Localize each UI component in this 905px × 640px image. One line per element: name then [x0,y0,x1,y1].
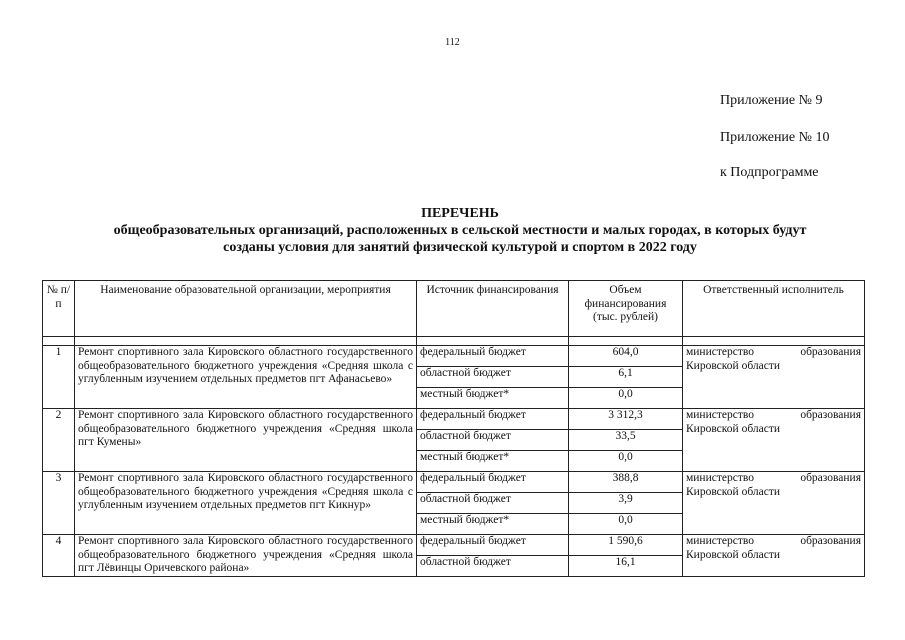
responsible-executor: министерство образования Кировской области [683,535,865,577]
funding-amount: 16,1 [569,556,683,577]
funding-amount: 33,5 [569,430,683,451]
funding-source: федеральный бюджет [417,535,569,556]
funding-source: областной бюджет [417,556,569,577]
funding-amount: 0,0 [569,451,683,472]
document-title [50,205,870,256]
funding-source: местный бюджет* [417,388,569,409]
responsible-executor: министерство образования Кировской области [683,472,865,535]
header-name: Наименование образовательной организации, мероприятия [75,281,417,337]
responsible-executor: министерство образования Кировской области [683,409,865,472]
funding-source: местный бюджет* [417,514,569,535]
organization-name: Ремонт спортивного зала Кировского областного государственного общеобразовательного бюджетного учреждения «Средняя школа пгт Кумены» [75,409,417,472]
funding-source: областной бюджет [417,493,569,514]
appendix-label-10: Приложение № 10 [720,130,830,145]
funding-amount: 0,0 [569,514,683,535]
title-subheading-line-1: общеобразовательных организаций, расположенных в сельской местности и малых городах, в которых будут [113,223,807,238]
header-executor: Ответственный исполнитель [683,281,865,337]
row-number: 2 [43,409,75,472]
header-source: Источник финансирования [417,281,569,337]
table-body [43,337,865,577]
funding-amount: 3,9 [569,493,683,514]
funding-amount: 604,0 [569,346,683,367]
responsible-executor: министерство образования Кировской области [683,346,865,409]
header-amount: Объем финансирования (тыс. рублей) [569,281,683,337]
appendix-label-9: Приложение № 9 [720,93,823,108]
appendix-subprogram-label: к Подпрограмме [720,165,819,180]
funding-source: федеральный бюджет [417,409,569,430]
organization-name: Ремонт спортивного зала Кировского областного государственного общеобразовательного бюджетного учреждения «Средняя школа с углубленным изучением отдельных предметов пгт Афанасьево» [75,346,417,409]
row-number: 3 [43,472,75,535]
funding-amount: 0,0 [569,388,683,409]
funding-amount: 388,8 [569,472,683,493]
organizations-table [42,280,865,577]
table-row [43,535,865,556]
header-spacer-row [43,337,865,346]
funding-source: областной бюджет [417,430,569,451]
funding-amount: 1 590,6 [569,535,683,556]
funding-source: местный бюджет* [417,451,569,472]
funding-source: областной бюджет [417,367,569,388]
table-row [43,472,865,493]
table-header-row [43,281,865,337]
funding-amount: 3 312,3 [569,409,683,430]
page-number: 112 [445,37,460,48]
row-number: 1 [43,346,75,409]
table-row [43,346,865,367]
title-subheading-line-2: созданы условия для занятий физической культурой и спортом в 2022 году [223,240,697,255]
funding-source: федеральный бюджет [417,346,569,367]
table-row [43,409,865,430]
organization-name: Ремонт спортивного зала Кировского областного государственного общеобразовательного бюджетного учреждения «Средняя школа пгт Лёвинцы Оричевского района» [75,535,417,577]
header-num: № п/п [43,281,75,337]
row-number: 4 [43,535,75,577]
funding-source: федеральный бюджет [417,472,569,493]
organization-name: Ремонт спортивного зала Кировского областного государственного общеобразовательного бюджетного учреждения «Средняя школа с углубленным изучением отдельных предметов пгт Кикнур» [75,472,417,535]
title-heading: ПЕРЕЧЕНЬ [421,206,499,221]
funding-amount: 6,1 [569,367,683,388]
